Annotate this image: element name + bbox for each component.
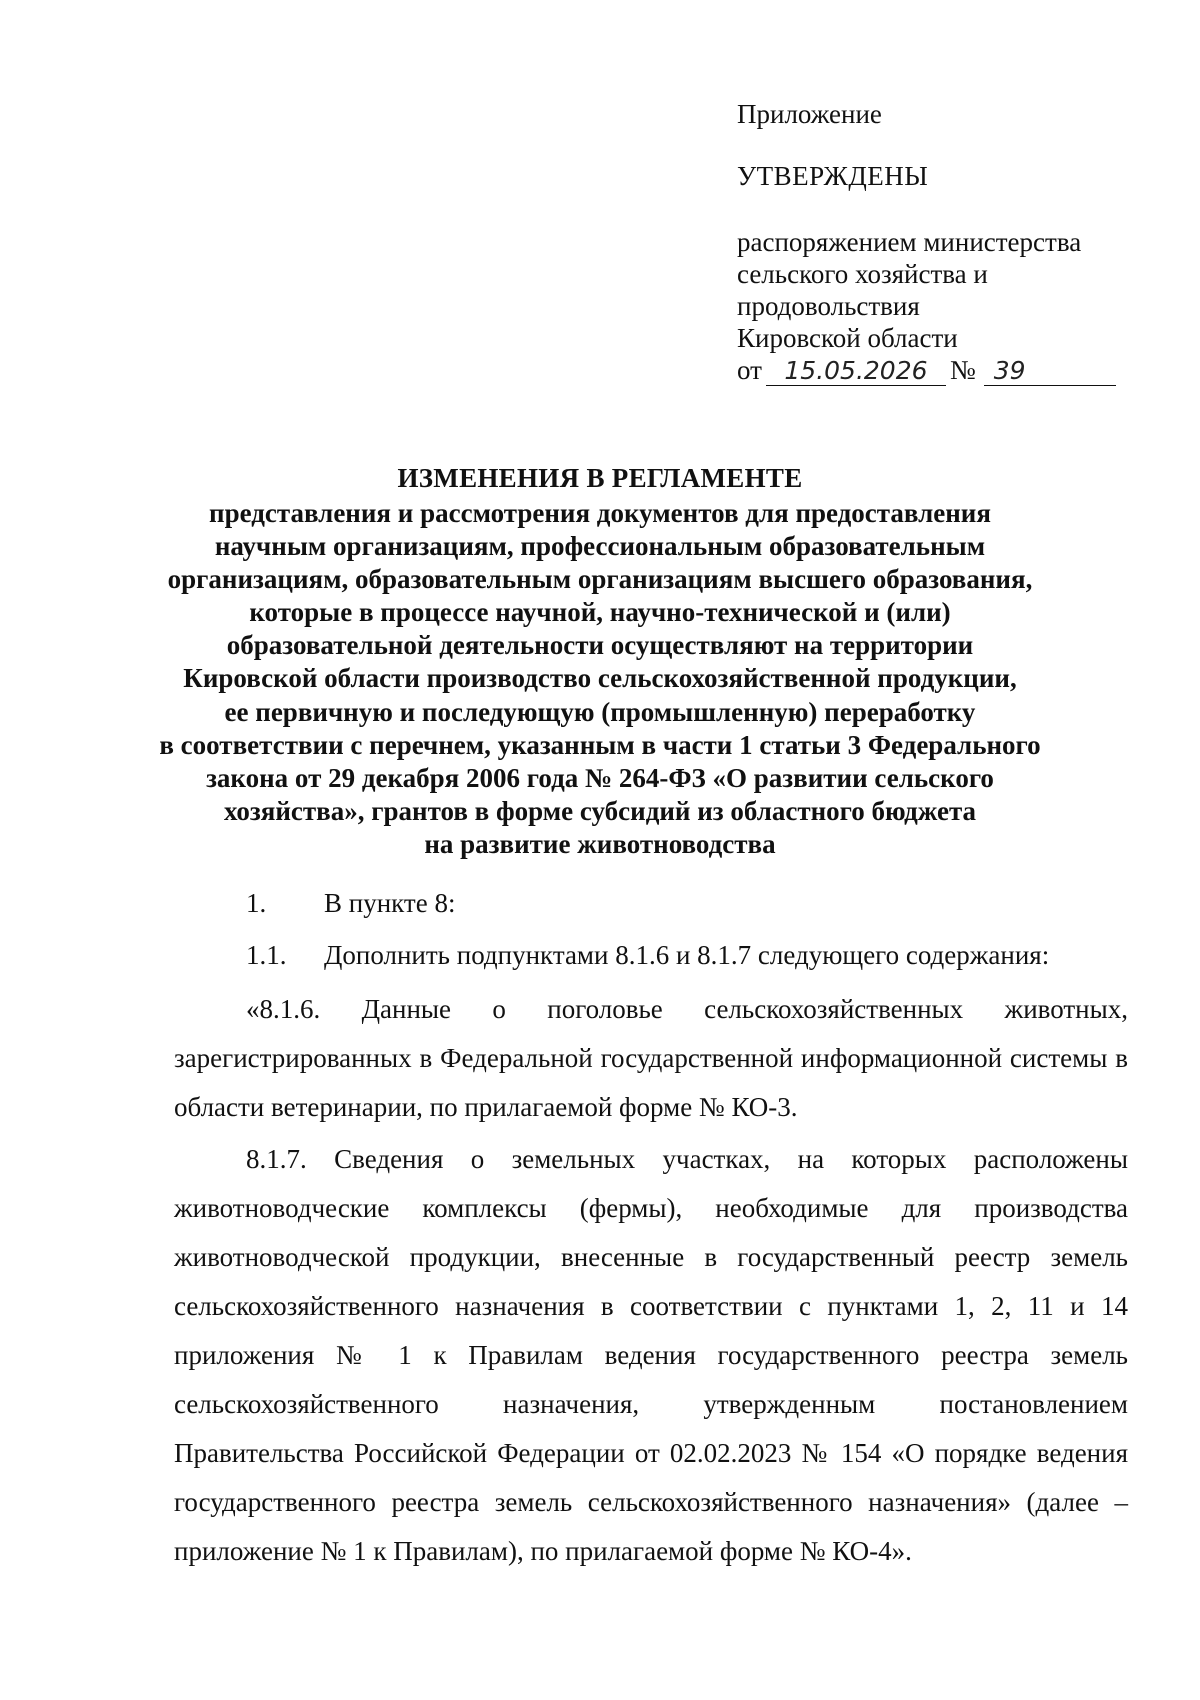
subtitle-line: организациям, образовательным организациям высшего образования, — [167, 564, 1033, 595]
subtitle-line: Кировской области производство сельскохозяйственной продукции, — [183, 663, 1017, 694]
item-number: 1. — [246, 888, 267, 918]
item-number: 1.1. — [246, 940, 287, 970]
approved-label: УТВЕРЖДЕНЫ — [737, 161, 929, 191]
subtitle-line: ее первичную и последующую (промышленную) переработку — [224, 696, 976, 727]
item-1 — [174, 887, 1128, 919]
subtitle-line: которые в процессе научной, научно-технической и (или) — [249, 597, 951, 628]
paragraph-8-1-6: «8.1.6. Данные о поголовье сельскохозяйственных животных, зарегистрированных в Федеральной государственной информационной системы в области ветеринарии, по прилагаемой форме № КО-3. — [174, 994, 1128, 1122]
approval-by-line: распоряжением министерства — [737, 227, 1082, 257]
appendix-label: Приложение — [737, 99, 882, 129]
subtitle-line: на развитие животноводства — [424, 828, 776, 859]
paragraph-8-1-7: 8.1.7. Сведения о земельных участках, на которых расположены животноводческие комплексы (фермы), необходимые для производства животноводческой продукции, внесенные в государственный реестр земель сельскохозяйственного назначения в соответствии с пунктами 1, 2, 11 и 14 приложения № 1 к Правилам ведения государственного реестра земель сельскохозяйственного назначения, утвержденным постановлением Правительства Российской Федерации от 02.02.2023 № 154 «О порядке ведения государственного реестра земель сельскохозяйственного назначения» (далее – приложение № 1 к Правилам), по прилагаемой форме № КО-4». — [174, 1144, 1128, 1566]
subtitle-line: закона от 29 декабря 2006 года № 264-ФЗ «О развитии сельского — [206, 762, 994, 793]
document-body — [174, 887, 1128, 1576]
handwritten-number: 39 — [984, 357, 1116, 386]
number-sign: № — [949, 355, 976, 385]
subtitle-line: научным организациям, профессиональным образовательным — [214, 531, 986, 562]
document-title: ИЗМЕНЕНИЯ В РЕГЛАМЕНТЕ — [397, 463, 803, 493]
handwritten-date: 15.05.2026 — [766, 357, 946, 386]
date-prefix: от — [737, 355, 762, 385]
approval-by-line: Кировской области — [737, 323, 958, 353]
item-text: В пункте 8: — [324, 888, 456, 918]
subtitle-line: представления и рассмотрения документов для предоставления — [209, 498, 991, 528]
subtitle-line: хозяйства», грантов в форме субсидий из областного бюджета — [223, 795, 977, 826]
subtitle-line: в соответствии с перечнем, указанным в части 1 статьи 3 Федерального — [159, 729, 1041, 760]
approval-by-line: продовольствия — [737, 291, 920, 321]
subtitle-line: образовательной деятельности осуществляют на территории — [226, 630, 974, 661]
approval-block — [737, 98, 1157, 386]
document-heading — [140, 462, 1060, 861]
approval-date-line — [737, 354, 1157, 386]
item-text: Дополнить подпунктами 8.1.6 и 8.1.7 следующего содержания: — [324, 940, 1050, 970]
approval-by-line: сельского хозяйства и — [737, 259, 988, 289]
item-1-1 — [174, 939, 1128, 971]
